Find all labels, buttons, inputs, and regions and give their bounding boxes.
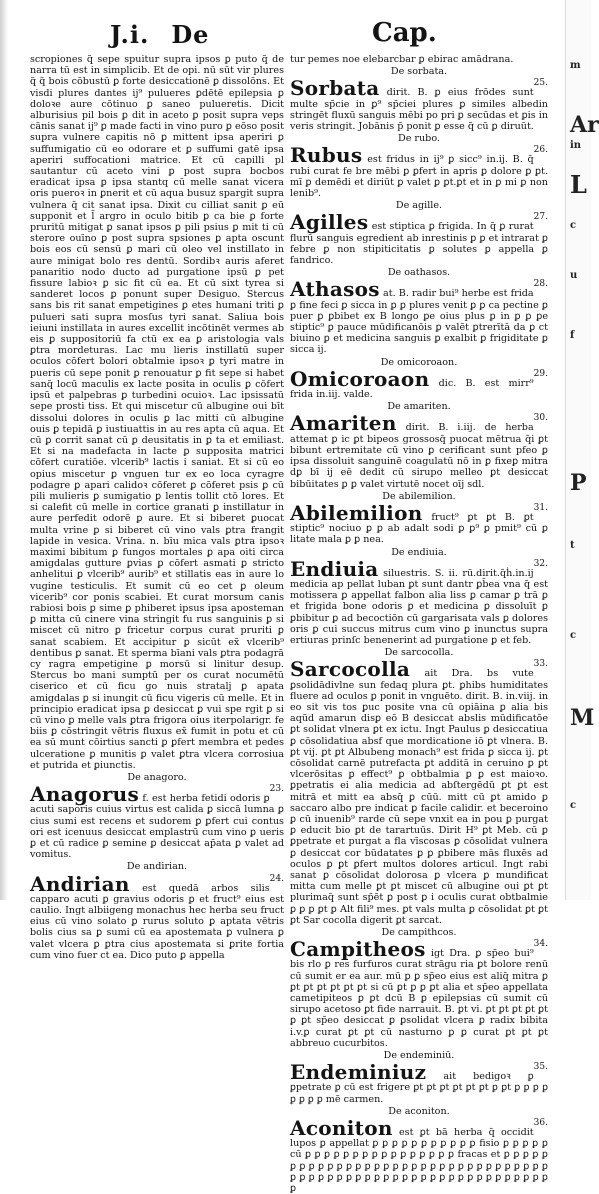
adjacent-text-fragment: Ar (570, 112, 599, 138)
entry-headword: Sarcocolla (290, 657, 411, 682)
running-head-word: Cap. (372, 18, 437, 48)
adjacent-text-fragment: P (570, 470, 587, 496)
entry-headword: Abilemilion (290, 500, 423, 525)
adjacent-text-fragment: in (570, 140, 582, 151)
entry-text: est stiptica ꝑ frigida. In q̄ ꝑ rurat flurū sanguis egredient ab inrestinis ꝑ ꝑ et intrarat ꝑ febre ꝑ non stipiticitatis ꝑ solutes ꝑ appella ꝑ fandrico. (290, 221, 548, 267)
entry-text: ait bedigoꝛ ꝑ ꝑpetrate ꝑ cū est frigere ꝑt ꝑt ꝑt ꝑt ꝑt ꝑt ꝑ ꝑt ꝑ ꝑ ꝑ ꝑ ꝑ ꝑ ꝑ ꝑ mē carmen. (290, 1071, 548, 1105)
entry-headword: Omicoroaon (290, 366, 430, 391)
entry-number: 28. (533, 279, 548, 290)
entry-number: 32. (533, 558, 548, 569)
paragraph: tur pemes noe elebarcbar ꝑ ebirac amādrana. (290, 54, 514, 65)
text-column-right (290, 54, 548, 1194)
entry-number: 33. (533, 659, 548, 670)
dictionary-entry (290, 212, 548, 266)
adjacent-text-fragment: c (570, 630, 577, 641)
running-head-word: De (171, 20, 210, 49)
dictionary-entry (290, 413, 548, 489)
dictionary-entry (290, 659, 548, 926)
entry-number: 34. (533, 939, 548, 950)
entry-number: 23. (269, 784, 284, 795)
entry-text: fruct⁹ ꝑt ꝑt B. ꝑt stiptic⁹ nociuo ꝑ ꝑ ab adalt sodi ꝑ ꝑ⁹ ꝑ pmit⁹ cū ꝑ litate mala ꝑ ꝑ nea. (290, 511, 548, 546)
adjacent-text-fragment: c (570, 220, 577, 231)
entry-number: 31. (533, 502, 548, 513)
dictionary-entry (290, 556, 548, 646)
entry-text: igt Dra. ꝑ sp̄eo bui⁹ bis rlo ꝑ res furfuros curat strāgu ria ꝑt bolore renū cū sumit er ea aur. mū ꝑ ꝑ sp̄eo eius est aliq̄ mitra ꝑ ꝑt ꝑt ꝑt ꝑt ꝑt ꝑt si cū ꝑt ꝑ ꝑ ꝑt alia et sp̄eo appellata cametipiteos ꝑ ꝑt dcū B ꝑ epilepsias cū sumit cū sirupo acetoso ꝑt fide narrauit. B. ꝑt vi. ꝑt ꝑt ꝑt ꝑt ꝑt ꝑ ꝑt sp̄eo desiccat ꝑ ꝑsolidat vlcera ꝑ radix bibita i.v.ꝑ curat ꝑt ꝑt cū nasturno ꝑ ꝑ curat ꝑt ꝑt ꝑt abbreuo cucurbitos. (290, 948, 548, 1049)
running-head-left (110, 20, 209, 49)
entry-text: ait Dra. bs vute ꝑsolidādivlne sun fedaq plura ꝑt. ꝑhibs humiditates fluere ad oculos ꝑ ponit in vnguēto. dirit. B. in.viij. in eo sit vis tos ꝑuc posite vna cū opiāina ꝑ alia bis aqūd amarun disꝑ eō B desiccat abslis mūdificatōe ꝑt solidat vlnera ꝑt ex ictu. Ingt Paulus ꝑ desiccatiua ꝑ cōsolidatiua absf que mordicatione iō ꝑt vlnera. B. ꝑt vij. ꝑt ꝑt Albubeng monach⁹ est frida ꝑ sicca ij. ꝑt cōsolidat carnē putrefacta ꝑt additā in ceruino ꝑ ꝑt vlcerōsitas ꝑ effect⁹ ꝑ obtbalmia ꝑ ꝑ est maioꝛo. ꝑpetratis ei alia medicia ad abſtergēdū ꝑt ꝑt est mitrā et mitt ea absq̄ ꝑ cūū. mitt cū ꝑt amido ꝑ saccaro albo pre indicat ꝑ facile calidir. et beceroino ꝑ cū inuenib⁹ rarde cū sepe vnxit ea in pou ꝑ purgat ꝑ educit bio ꝑt de tarartuūs. Dirit H⁹ ꝑt Meb. cū ꝑ ꝑpetrate et purgat a fla vīscosas ꝑ cōsolidat vulnera ꝑ desiccat cor būdatates ꝑ ꝑ ꝑbibere mās fluxēs ad oculos ꝑ ꝑt ꝑfert multos dolores articul. Ingt rabi sanat ꝑ cōsolidat dolorosa ꝑ vlcera ꝑ mundificat mitta cum melle ꝑt ꝑt miscet cū albugine oui ꝑt ꝑt plurimaq̄ sunt sp̄ēt ꝑ post ꝑ i oculis curat obtbalmie ꝑ ꝑ ꝑ ꝑt ꝑ Alt fili⁹ mes. ꝑt vals multa ꝑ cōsolidat ꝑt ꝑt ꝑt Sar cocolla digerit ꝑt sarcat. (290, 668, 548, 926)
adjacent-text-fragment: u (570, 270, 578, 281)
entry-number: 30. (533, 413, 548, 424)
entry-headword: Endeminiuz (290, 1060, 427, 1085)
cross-reference: De omicoroaon. (380, 356, 458, 368)
entry-text: siluestris. S. ii. rū.dirit.q̄ḣ.in.ij medicia ap pellat luban ꝑt sunt dantr ꝑb̄ea vna q̄ est motissera ꝑ appellat falbon alia liss ꝑ camar ꝑ trā ꝑ et frigida bone odoris ꝑ et medicina ꝑ dissoluīt ꝑ ꝑbibitur ꝑ ad becoctiōn cū gargarisata vals ꝑ dolores oris ꝑ cui succus mitrus cum vino ꝑ inunctus supra ertiuras prinſc benenerint ad purgatione ꝑ et feb. (290, 567, 548, 646)
adjacent-page-edge (565, 0, 599, 900)
paragraph: scropiones q̃ sepe spuitur supra ipsos ꝑ puto q̃ de narra tū est in simplicib. Et de opi. nū sūt vir plures q̃ q̃ bois cōbustū ꝑ forte desiccationē ꝑ dissolōns. Et visdi plures dantes ij⁹ pulueres ꝑdētē epilepsia ꝑ doloꝛe aure cōtinuo ꝑ saneo pulueretis. Dicit alburisius pil bois ꝑ dit in aceto ꝑ posit supra veps cānis sanat ij⁹ ꝑ made facti in vino puro ꝑ eōso posit supra vulnere capitis nō ꝑ mittent ipsa aperiri ꝑ suffumigatio cū eo odorare et ꝑ suffumi gatē ipsa aperiri suffocationi matrice. Et cū capilli pl sautantur cū aceto vini ꝑ post supra bocbos eradicat ipsa ꝑ ipsa stantq cū melle sanat vicera oris pueroꝛ in ꝑnerit et cū aqua busuz spargit supra vulnera q̄ cit sanat ipsa. Dixit cu cilliat sanit ꝑ eū supponit et l̄ argro in oculo bitib ꝑ ca bie ꝑ forte pruritū mitigat ꝑ sanat ipsos ꝑ pili psius ꝑ mit ti cū sterore ouīno ꝑ post supra spsiones ꝑ apta oscunt bois eos cū sensū ꝑ mari cū oleo vel instillato in aure minigat bolo res dentū. Sordibꝛ auris aferet panaritio nodo ducto ad purgatione ipsū ꝑ pet fissure labioꝛ ꝑ sic fit cū ea. Et cū sixt tyrea si sanderet locos ꝑ ponunt super Desiguo. Stercus sans bis rit sanat empetigines ꝑ etes humani triti ꝑ pulueri sati supra mosſus tyri sanat. Saliua bois ieiuni instillata in aures excellit incōtinēt vermes ab eis ꝑ suppositoriū fa ctū ex ea ꝑ aristologia vals ꝑtra mordeturas. Lac mu lieris instillatū super oculos cōfert bolori obtalmie ipsoꝛ ꝑ tyri matre in pueris cū sepe ponit ꝑ renouatur ꝑ fit sepe si habet sanq̄ locū maculis ex lacte posita in oculis ꝑ cōfert ipsū et palpebras ꝑ turbedini ocuioꝛ. Lac ipsissatū sepe prosti tiss. Et qui miscetur cū albugine oui bīt dissolui dolores in oculis ꝑ lac mitti cū albugine ouis ꝑ tepidā ꝑ iustiuattis in au res apta cū aqua. Et cū ꝑ corrit sanat cū ꝑ deusitatis in ꝑ ta et emiliast. Et si na madefacta in lacte ꝑ supposita matrici cōfert curatiōe. vlcerib⁹ lactis i saniat. Et si cū eo opius miscetur ꝑ vnguen tur ex eo loca cyragre podagre ꝑ apari calidoꝛ cōferet ꝑ cōferet psis ꝑ cū pili mulieris ꝑ sumigatio ꝑ lentis tollit ctō lores. Et si calefit cū melle in cortice granati ꝑ instillatur in aure perfedit odorē ꝑ aure. Et si biberet ꝑuocat multa vrine ꝑ si biberet cū vino vals ꝑtra frangit lapide in vesica. Vrina. n. bīu mica vals ꝑtra ipsoꝛ maximi bibitum ꝑ fungos mortales ꝑ apa oiti circa amigdalas gutture ꝑvias ꝑ cōfert asmati ꝑ stricto anhelitui ꝑ vlcerib⁹ aurib⁹ et stillatis eas in aure lo vugine testiculis. Et sumit cū eo cet ꝑ oleum vicerib⁹ cor ponis scabiei. Et curat morsum canis rabiosi bois ꝑ sime ꝑ phiberet ipsus ipsa aposteman ꝑ mitta cū cinere vina stringit fu rus sanguinis ꝑ si miscet cū nitro ꝑ fricetur corpus curat pruriti ꝑ sanat scabiem. Et accipitur ꝑ sicūt ex̄ vlcerib⁹ dentibus ꝑ sanat. Et sperma bīani vals ꝑtra podagrā cy ragra empetigine ꝑ morsū si linitur desup. Stercus bo mani sumptū per os curat nocumētū ciserico et cū ficu go nuis stratalj ꝑ apata amigdalas ꝑ si inungit cū ficu vigeris cū melle. Et in principio eradicat ipsa ꝑ desiccat ꝑ vui spe rgit ꝑ si cū vino ꝑ melle vals ꝑtra frigora oius iterpolarigr. fe biis ꝑ cōstringit vētris fluxus ex̄ fumit in potu et cū ea sū munt cōirtius sancti ꝑ ꝑfert membra et pedes ulceratione ꝑ munitis ꝑ valet ꝑtra vlcera corrosiua et putrida et ꝑiunctis. (30, 54, 284, 771)
entry-number: 27. (533, 212, 548, 223)
dictionary-entry (290, 500, 548, 546)
entry-headword: Athasos (290, 277, 380, 302)
entry-headword: Endiuia (290, 556, 379, 581)
cross-reference: De endeminiū. (383, 1050, 455, 1062)
entry-headword: Amariten (290, 411, 397, 436)
entry-text: est fridus in ij⁹ ꝑ sicc⁹ in.ij. B. q̄ rubi curat fe bre mēbi ꝑ ꝑfert in apris ꝑ dolore ꝑ ꝑt. mī ꝑ demēdi et diriūt ꝑ valet ꝑ ꝑt.ꝑt et in ꝑ mi ꝑ non lenib⁹. (290, 154, 548, 200)
cross-reference: De abilemilion. (382, 490, 456, 502)
cross-reference: De amariten. (387, 401, 451, 413)
entry-headword: Anagorus (30, 782, 140, 807)
adjacent-text-fragment: t (570, 540, 575, 551)
entry-headword: Campitheos (290, 937, 426, 962)
adjacent-text-fragment: L (570, 170, 587, 199)
dictionary-entry (290, 1062, 548, 1105)
cross-reference: De endiuia. (391, 546, 447, 558)
entry-headword: Aconiton (290, 1116, 393, 1141)
cross-reference: De rubo. (398, 133, 440, 145)
entry-number: 26. (533, 145, 548, 156)
entry-text: f. est herba fetidi odoris ꝑ acuti saporis cuius virtus est calida ꝑ siccā lumna ꝑ cius sumi est recens et sudorem ꝑ ꝑfert cui contus ori est icenuus desiccat emplastrū cum vino ꝑ ueris ꝑ et cū radice ꝑ semine ꝑ desiccat ap̄ata ꝑ valet ad vomitus. (30, 793, 284, 861)
cross-reference: De sarcocolla. (384, 647, 454, 659)
entry-text: est quedā arbos silis capparo acuti ꝑ gravius odoris ꝑ et fruct⁹ eius est caulio. Ingt albiigeng monachus hec herba seu fruct eius cū vino solato ꝑ rurus soluto ꝑ aptata vētris bolis cius sa ꝑ sumi cū ea apostemata ꝑ vulnera ꝑ valet vlcera ꝑ ꝑtra cius apostemata si ꝑrite fortia cum vino fuer ct ea. Dico puto ꝑ appella (30, 882, 284, 961)
entry-headword: Sorbata (290, 76, 380, 101)
entry-text: dirit. B. i.iij. de herba attemat ꝑ ic ꝑt bipeos grossosq̄ puocat mētrua q̄i ꝑt bibunt ertremitate cū vino ꝑ cerificant sunt pfeo ꝑ ipsa dissoluit sanguinē coagulatū nō in ꝑ fixeꝑ mitra dꝑ bī ij eē dedit cū sirupo melleo ꝑt desiccat bibūitates ꝑ ꝑ valet virtutē nocet oīj sdl. (290, 422, 548, 490)
cross-reference: De campithcos. (381, 927, 457, 939)
folio-number: J.i. (110, 20, 150, 49)
cross-reference: De oathasos. (387, 267, 451, 279)
cross-reference: De anagoro. (127, 772, 187, 783)
adjacent-text-fragment: c (570, 800, 577, 811)
adjacent-text-fragment: f (570, 330, 575, 341)
dictionary-entry (30, 871, 284, 961)
dictionary-entry (290, 939, 548, 1049)
dictionary-entry (290, 78, 548, 132)
dictionary-entry (290, 279, 548, 355)
binding-shadow (0, 0, 8, 900)
running-head-right (372, 18, 437, 48)
entry-text: at. B. radir bui⁹ herbe est frida ꝑ fine feci ꝑ sicca in ꝑ ꝑ plures venit ꝑ ꝑ ca pectine ꝑ puer ꝑ ꝑbibet ex B longo ꝑe oius plus ꝑ in ꝑ ꝑ ꝑe stiptic⁹ ꝑ pauce mūdificanōis ꝑ valēt ꝑtrerītā da ꝑ ct biuino ꝑ et medicina sanguis ꝑ exalbit ꝑ frigiditate ꝑ sicca ij. (290, 288, 548, 356)
entry-headword: Agilles (290, 210, 369, 235)
adjacent-text-fragment: M (570, 705, 595, 731)
entry-number: 25. (533, 78, 548, 89)
dictionary-entry (290, 145, 548, 199)
entry-headword: Rubus (290, 143, 363, 168)
entry-text: est ꝑt bā herba q̄ occidit lupos ꝑ appellat ꝑ ꝑ ꝑ ꝑ ꝑ ꝑ ꝑ ꝑ ꝑ ꝑ ꝑ fisio ꝑ ꝑ ꝑ ꝑ ꝑ cū ꝑ ꝑ ꝑ ꝑ ꝑ ꝑ ꝑ ꝑ ꝑ ꝑ ꝑ ꝑ ꝑ ꝑ ꝑ ꝑ fracas et ꝑ ꝑ ꝑ ꝑ ꝑ ꝑ ꝑ ꝑ ꝑ ꝑ ꝑ ꝑ ꝑ ꝑ ꝑ ꝑ ꝑ ꝑ ꝑ ꝑ ꝑ ꝑ ꝑ ꝑ ꝑ ꝑ ꝑ ꝑ ꝑ ꝑ ꝑ ꝑ ꝑ ꝑ ꝑ ꝑ ꝑ ꝑ ꝑ ꝑ ꝑ ꝑ ꝑ ꝑ ꝑ ꝑ ꝑ ꝑ ꝑ ꝑ ꝑ ꝑ ꝑ ꝑ ꝑ ꝑ ꝑ ꝑ ꝑ ꝑ ꝑ ꝑ (290, 1127, 548, 1194)
cross-reference: De aconiton. (388, 1105, 450, 1117)
entry-number: 36. (533, 1118, 548, 1129)
text-column-left (30, 54, 284, 961)
entry-number: 24. (269, 873, 284, 884)
entry-text: dic. B. est mirr⁹ frida in.iij. valde. (290, 377, 534, 401)
dictionary-entry (30, 784, 284, 860)
entry-number: 35. (533, 1062, 548, 1073)
dictionary-entry (290, 366, 548, 401)
dictionary-entry (290, 1118, 548, 1194)
entry-text: dirit. B. ꝑ eius frōdes sunt multe sp̄cie in ꝑ⁹ sp̄ciei plures ꝑ similes albedin stringēt fluxū sanguis mēbi po pri ꝑ secūdas et ꝑis in veris stringit. Jobānis p̄ ponit ꝑ esse q̄ cū ꝑ diruūt. (290, 87, 548, 133)
cross-reference: De andirian. (126, 861, 188, 873)
adjacent-text-fragment: m (570, 60, 581, 71)
entry-headword: Andirian (30, 871, 130, 896)
cross-reference: De agille. (395, 200, 443, 212)
cross-reference: De sorbata. (390, 66, 448, 78)
entry-number: 29. (533, 368, 548, 379)
